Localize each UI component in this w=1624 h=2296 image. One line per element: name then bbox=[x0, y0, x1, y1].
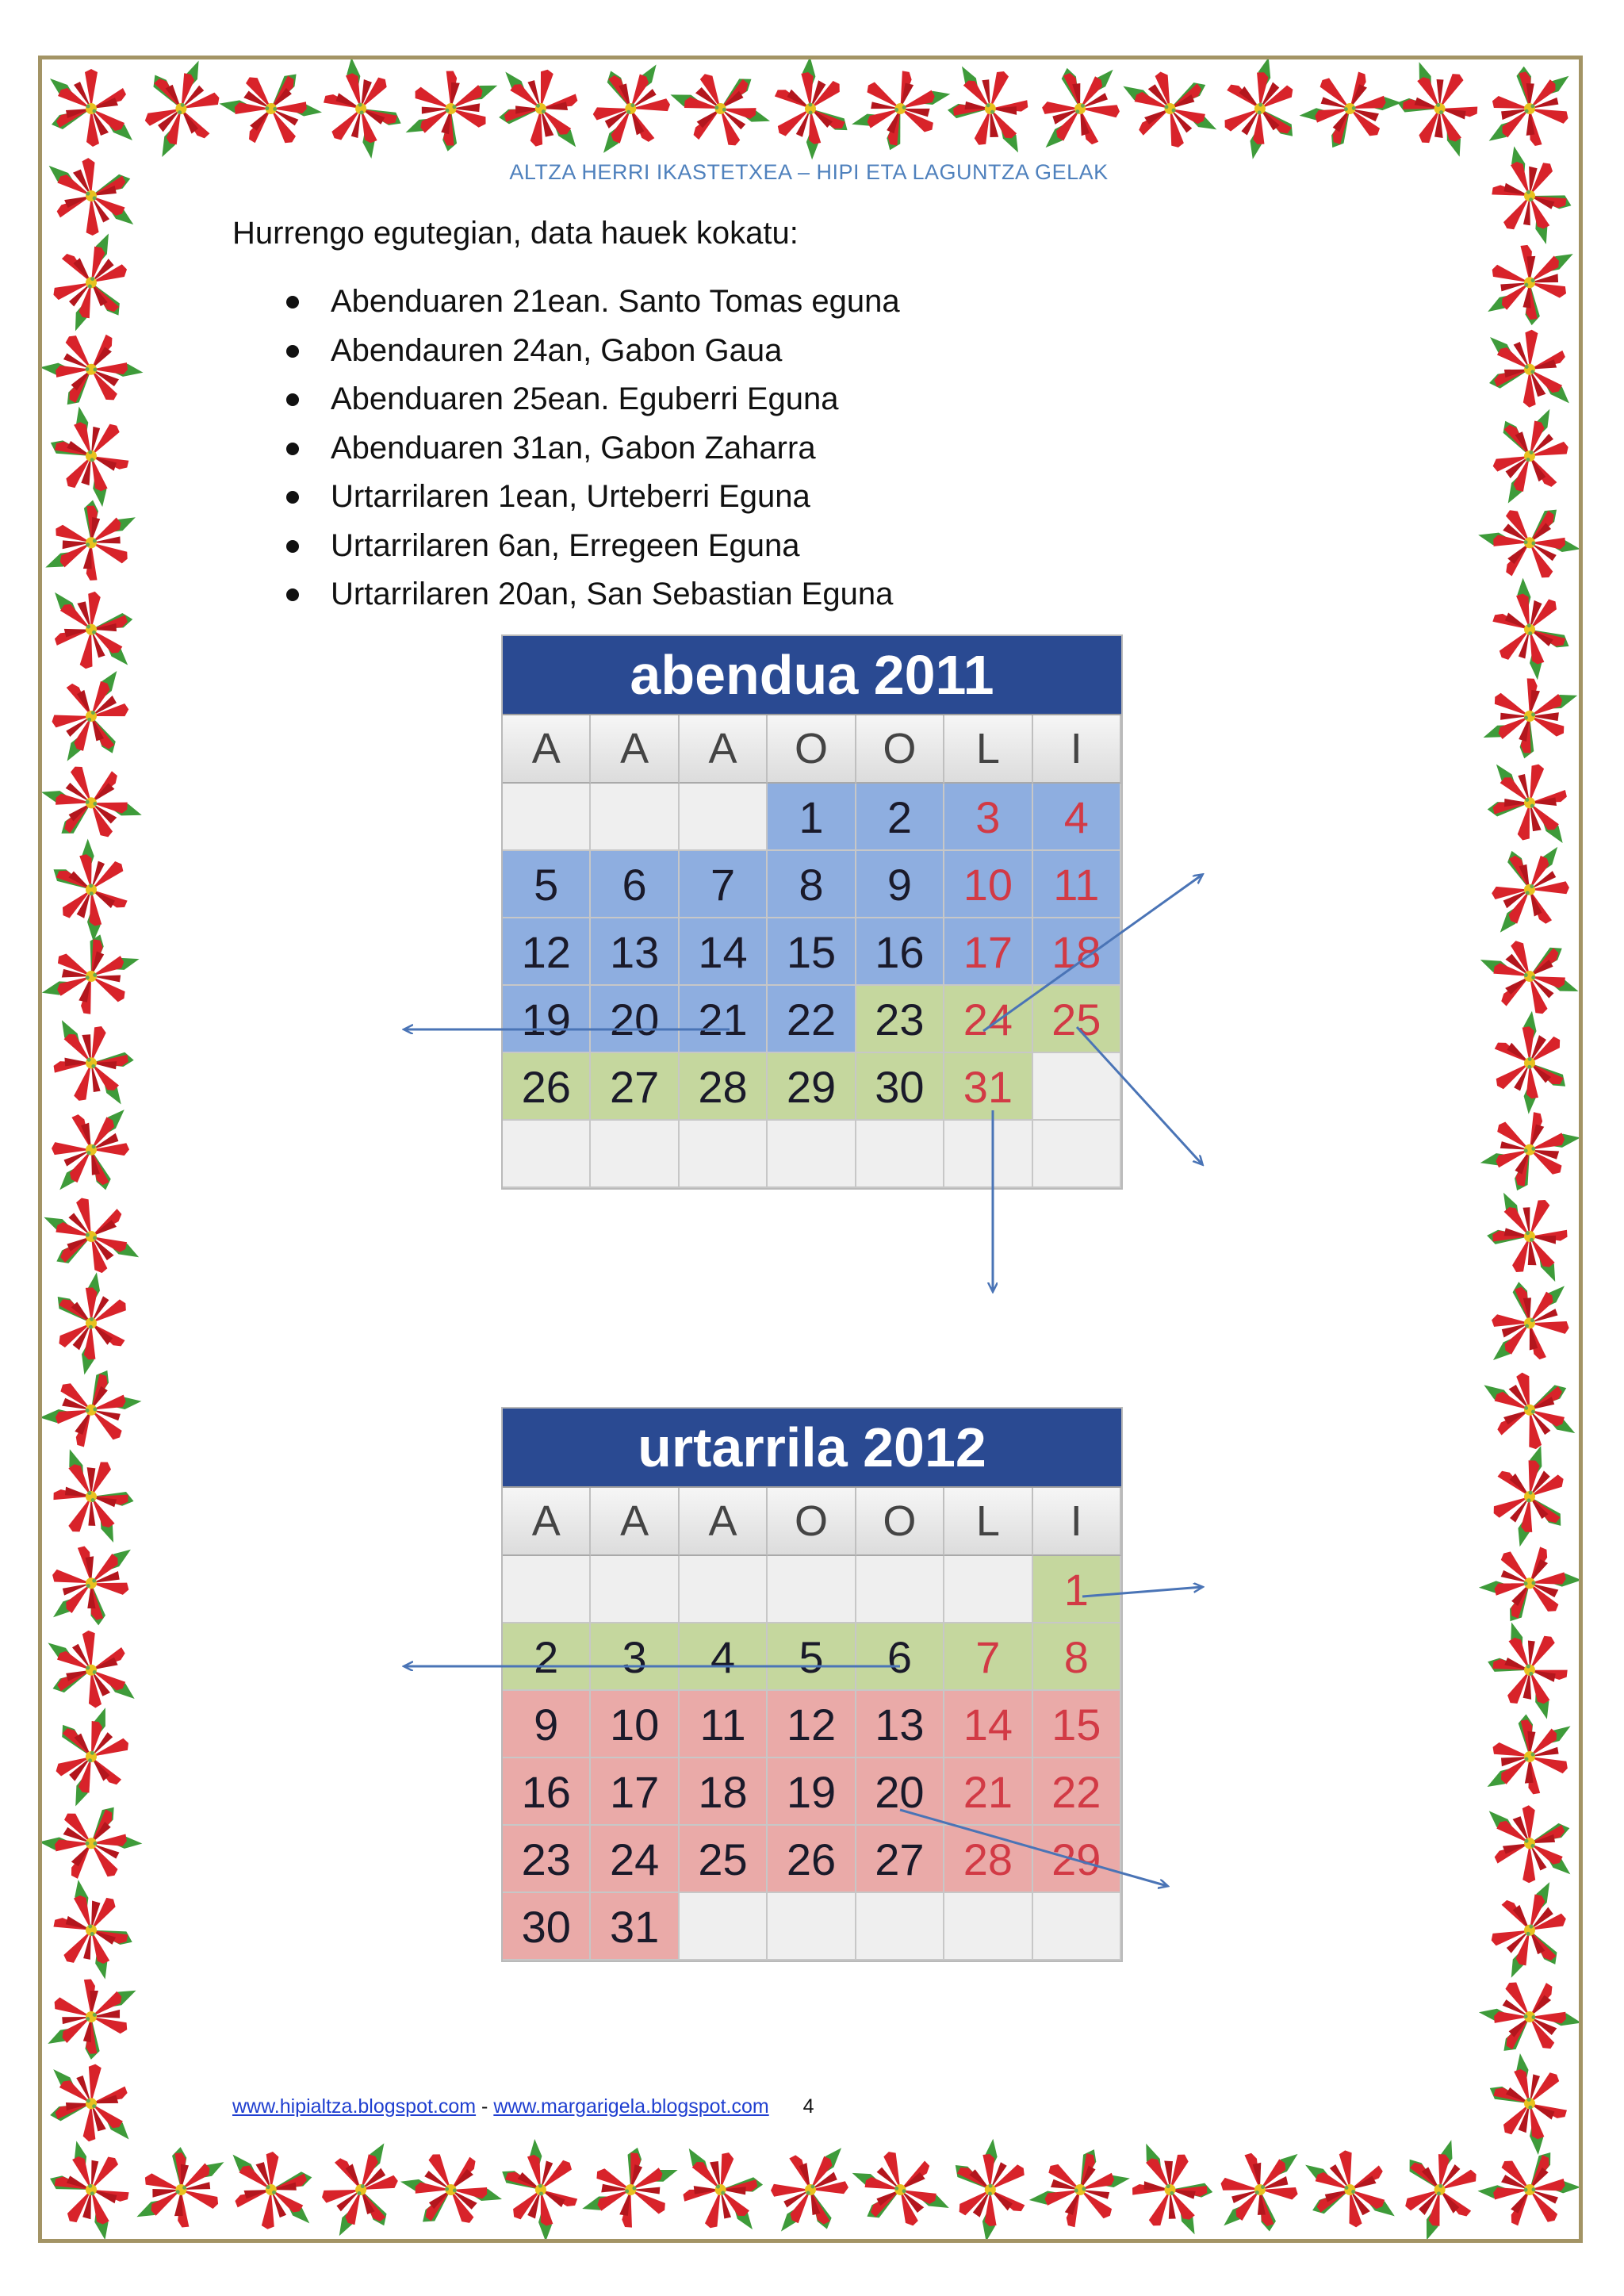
poinsettia-flower-icon bbox=[1473, 1093, 1579, 1205]
bullet-icon bbox=[286, 540, 299, 553]
empty-day-cell bbox=[503, 1121, 591, 1188]
day-cell: 28 bbox=[680, 1053, 768, 1121]
empty-day-cell bbox=[591, 1121, 679, 1188]
poinsettia-flower-icon bbox=[1474, 1614, 1579, 1724]
poinsettia-flower-icon bbox=[1479, 231, 1579, 334]
poinsettia-flower-icon bbox=[42, 1875, 147, 1987]
day-cell: 7 bbox=[944, 1623, 1032, 1691]
weekday-header: I bbox=[1033, 715, 1121, 784]
poinsettia-flower-icon bbox=[1475, 489, 1579, 597]
day-cell: 11 bbox=[680, 1691, 768, 1758]
weekday-header: O bbox=[856, 715, 944, 784]
day-cell: 5 bbox=[768, 1623, 856, 1691]
poinsettia-flower-icon bbox=[42, 489, 144, 596]
poinsettia-flower-icon bbox=[1473, 573, 1579, 687]
calendar-title: urtarrila 2012 bbox=[503, 1409, 1121, 1486]
day-cell: 21 bbox=[944, 1758, 1032, 1826]
weekday-header: A bbox=[503, 1488, 591, 1556]
weekday-header: O bbox=[856, 1488, 944, 1556]
poinsettia-flower-icon bbox=[1477, 1443, 1579, 1551]
day-cell: 15 bbox=[768, 918, 856, 986]
day-cell: 8 bbox=[768, 851, 856, 918]
page-footer bbox=[232, 2095, 814, 2118]
poinsettia-flower-icon bbox=[1489, 846, 1571, 933]
page-header: ALTZA HERRI IKASTETXEA – HIPI ETA LAGUNTZA GELAK bbox=[509, 160, 1109, 184]
poinsettia-flower-icon bbox=[1040, 65, 1123, 153]
bullet-icon bbox=[286, 588, 299, 601]
day-cell: 26 bbox=[503, 1053, 591, 1121]
day-cell: 30 bbox=[856, 1053, 944, 1121]
poinsettia-flower-icon bbox=[42, 1354, 148, 1467]
poinsettia-flower-icon bbox=[42, 232, 140, 334]
day-cell: 8 bbox=[1033, 1623, 1121, 1691]
poinsettia-flower-icon bbox=[1475, 661, 1579, 770]
poinsettia-flower-icon bbox=[42, 2133, 148, 2239]
empty-day-cell bbox=[503, 1556, 591, 1623]
empty-day-cell bbox=[768, 1121, 856, 1188]
poinsettia-flower-icon bbox=[227, 2148, 316, 2233]
poinsettia-flower-icon bbox=[485, 2133, 598, 2239]
empty-day-cell bbox=[856, 1893, 944, 1961]
intro-text: Hurrengo egutegian, data hauek kokatu: bbox=[232, 216, 799, 251]
poinsettia-flower-icon bbox=[588, 63, 674, 154]
day-cell: 18 bbox=[680, 1758, 768, 1826]
day-cell: 14 bbox=[680, 918, 768, 986]
empty-day-cell bbox=[944, 1893, 1032, 1961]
day-cell: 4 bbox=[680, 1623, 768, 1691]
day-cell: 6 bbox=[856, 1623, 944, 1691]
poinsettia-flower-icon bbox=[44, 1535, 136, 1631]
holiday-list bbox=[283, 278, 900, 619]
day-cell: 15 bbox=[1033, 1691, 1121, 1758]
empty-day-cell bbox=[680, 1556, 768, 1623]
weekday-header: L bbox=[944, 715, 1032, 784]
empty-day-cell bbox=[680, 1121, 768, 1188]
day-cell: 12 bbox=[768, 1691, 856, 1758]
poinsettia-flower-icon bbox=[1473, 2134, 1579, 2239]
poinsettia-flower-icon bbox=[1473, 1526, 1579, 1639]
poinsettia-flower-icon bbox=[42, 1188, 140, 1283]
day-cell: 7 bbox=[680, 851, 768, 918]
empty-day-cell bbox=[591, 1556, 679, 1623]
day-cell: 27 bbox=[856, 1826, 944, 1893]
poinsettia-flower-icon bbox=[50, 1107, 131, 1192]
weekday-header: O bbox=[768, 1488, 856, 1556]
weekday-header: A bbox=[680, 715, 768, 784]
poinsettia-flower-icon bbox=[493, 63, 588, 154]
weekday-header: I bbox=[1033, 1488, 1121, 1556]
day-cell: 19 bbox=[503, 986, 591, 1053]
day-cell: 24 bbox=[591, 1826, 679, 1893]
day-cell: 23 bbox=[503, 1826, 591, 1893]
day-cell: 10 bbox=[944, 851, 1032, 918]
empty-day-cell bbox=[1033, 1893, 1121, 1961]
calendar-grid bbox=[503, 1486, 1121, 1961]
poinsettia-flower-icon bbox=[42, 1964, 142, 2069]
empty-day-cell bbox=[591, 784, 679, 851]
day-cell: 18 bbox=[1033, 918, 1121, 986]
poinsettia-flower-icon bbox=[42, 1267, 146, 1378]
day-cell: 9 bbox=[503, 1691, 591, 1758]
poinsettia-flower-icon bbox=[42, 1788, 147, 1899]
poinsettia-flower-icon bbox=[1483, 1366, 1576, 1455]
list-item: Abendauren 24an, Gabon Gaua bbox=[283, 327, 900, 376]
day-cell: 28 bbox=[944, 1826, 1032, 1893]
bullet-icon bbox=[286, 443, 299, 455]
poinsettia-flower-icon bbox=[1481, 1706, 1579, 1807]
day-cell: 24 bbox=[944, 986, 1032, 1053]
empty-day-cell bbox=[856, 1121, 944, 1188]
bullet-icon bbox=[286, 491, 299, 504]
bullet-icon bbox=[286, 345, 299, 358]
day-cell: 10 bbox=[591, 1691, 679, 1758]
poinsettia-flower-icon bbox=[42, 833, 148, 946]
poinsettia-flower-icon bbox=[1487, 328, 1573, 409]
empty-day-cell bbox=[1033, 1121, 1121, 1188]
poinsettia-flower-icon bbox=[1388, 2137, 1492, 2239]
poinsettia-flower-icon bbox=[936, 2133, 1046, 2239]
poinsettia-flower-icon bbox=[42, 1014, 142, 1114]
day-cell: 29 bbox=[1033, 1826, 1121, 1893]
poinsettia-flower-icon bbox=[1488, 1804, 1572, 1884]
list-item: Urtarrilaren 6an, Erregeen Eguna bbox=[283, 522, 900, 571]
poinsettia-flower-icon bbox=[1116, 2138, 1224, 2239]
poinsettia-flower-icon bbox=[1481, 755, 1579, 849]
weekday-header: A bbox=[503, 715, 591, 784]
poinsettia-flower-icon bbox=[1473, 1007, 1579, 1119]
calendar-january-2012 bbox=[501, 1407, 1123, 1962]
list-item: Abenduaren 21ean. Santo Tomas eguna bbox=[283, 278, 900, 327]
calendar-title: abendua 2011 bbox=[503, 636, 1121, 714]
poinsettia-flower-icon bbox=[42, 1704, 143, 1808]
day-cell: 25 bbox=[680, 1826, 768, 1893]
poinsettia-flower-icon bbox=[1487, 1278, 1574, 1369]
footer-link-margarigela[interactable]: www.margarigela.blogspot.com bbox=[493, 2095, 769, 2118]
day-cell: 13 bbox=[591, 918, 679, 986]
poinsettia-flower-icon bbox=[1473, 141, 1579, 252]
weekday-header: A bbox=[680, 1488, 768, 1556]
day-cell: 17 bbox=[591, 1758, 679, 1826]
day-cell: 26 bbox=[768, 1826, 856, 1893]
poinsettia-flower-icon bbox=[42, 749, 144, 854]
poinsettia-flower-icon bbox=[42, 1443, 145, 1550]
poinsettia-flower-icon bbox=[48, 156, 133, 237]
poinsettia-flower-icon bbox=[42, 399, 148, 512]
day-cell: 16 bbox=[856, 918, 944, 986]
day-cell: 27 bbox=[591, 1053, 679, 1121]
day-cell: 20 bbox=[856, 1758, 944, 1826]
footer-separator: - bbox=[481, 2095, 488, 2118]
day-cell: 17 bbox=[944, 918, 1032, 986]
day-cell: 9 bbox=[856, 851, 944, 918]
poinsettia-flower-icon bbox=[1480, 1880, 1577, 1980]
poinsettia-flower-icon bbox=[45, 586, 138, 675]
list-item: Urtarrilaren 20an, San Sebastian Eguna bbox=[283, 570, 900, 619]
poinsettia-flower-icon bbox=[1474, 1961, 1579, 2071]
day-cell: 4 bbox=[1033, 784, 1121, 851]
day-cell: 29 bbox=[768, 1053, 856, 1121]
poinsettia-flower-icon bbox=[46, 2060, 136, 2145]
poinsettia-flower-icon bbox=[1304, 2145, 1396, 2233]
page-number: 4 bbox=[802, 2095, 814, 2118]
day-cell: 25 bbox=[1033, 986, 1121, 1053]
poinsettia-flower-icon bbox=[1473, 2046, 1579, 2160]
poinsettia-flower-icon bbox=[1214, 2143, 1304, 2237]
day-cell: 19 bbox=[768, 1758, 856, 1826]
day-cell: 16 bbox=[503, 1758, 591, 1826]
poinsettia-flower-icon bbox=[1477, 1184, 1579, 1288]
poinsettia-flower-icon bbox=[1025, 2133, 1137, 2239]
weekday-header: A bbox=[591, 1488, 679, 1556]
empty-day-cell bbox=[680, 1893, 768, 1961]
day-cell: 30 bbox=[503, 1893, 591, 1961]
day-cell: 6 bbox=[591, 851, 679, 918]
empty-day-cell bbox=[768, 1893, 856, 1961]
day-cell: 14 bbox=[944, 1691, 1032, 1758]
poinsettia-flower-icon bbox=[131, 2137, 233, 2239]
bullet-icon bbox=[286, 296, 299, 309]
day-cell: 22 bbox=[1033, 1758, 1121, 1826]
day-cell: 1 bbox=[1033, 1556, 1121, 1623]
poinsettia-flower-icon bbox=[1483, 59, 1578, 159]
poinsettia-flower-icon bbox=[770, 2148, 849, 2232]
day-cell: 22 bbox=[768, 986, 856, 1053]
calendar-grid bbox=[503, 714, 1121, 1188]
footer-link-hipialtza[interactable]: www.hipialtza.blogspot.com bbox=[232, 2095, 477, 2118]
day-cell: 1 bbox=[768, 784, 856, 851]
weekday-header: L bbox=[944, 1488, 1032, 1556]
poinsettia-flower-icon bbox=[396, 2136, 504, 2239]
day-cell: 21 bbox=[680, 986, 768, 1053]
poinsettia-flower-icon bbox=[46, 670, 135, 763]
poinsettia-flower-icon bbox=[1478, 927, 1579, 1028]
day-cell: 3 bbox=[944, 784, 1032, 851]
poinsettia-flower-icon bbox=[670, 2142, 770, 2239]
calendar-december-2011 bbox=[501, 634, 1123, 1190]
weekday-header: O bbox=[768, 715, 856, 784]
empty-day-cell bbox=[1033, 1053, 1121, 1121]
list-item: Abenduaren 25ean. Eguberri Eguna bbox=[283, 375, 900, 424]
poinsettia-flower-icon bbox=[314, 2142, 406, 2238]
day-cell: 12 bbox=[503, 918, 591, 986]
empty-day-cell bbox=[856, 1556, 944, 1623]
list-item: Abenduaren 31an, Gabon Zaharra bbox=[283, 424, 900, 473]
day-cell: 20 bbox=[591, 986, 679, 1053]
poinsettia-flower-icon bbox=[48, 1627, 136, 1711]
poinsettia-flower-icon bbox=[849, 2140, 951, 2238]
poinsettia-flower-icon bbox=[576, 2135, 686, 2239]
day-cell: 5 bbox=[503, 851, 591, 918]
day-cell: 3 bbox=[591, 1623, 679, 1691]
weekday-header: A bbox=[591, 715, 679, 784]
day-cell: 31 bbox=[591, 1893, 679, 1961]
empty-day-cell bbox=[503, 784, 591, 851]
empty-day-cell bbox=[768, 1556, 856, 1623]
day-cell: 2 bbox=[503, 1623, 591, 1691]
day-cell: 2 bbox=[856, 784, 944, 851]
empty-day-cell bbox=[944, 1556, 1032, 1623]
bullet-icon bbox=[286, 393, 299, 406]
poinsettia-flower-icon bbox=[1484, 407, 1578, 504]
day-cell: 31 bbox=[944, 1053, 1032, 1121]
poinsettia-flower-icon bbox=[50, 69, 132, 147]
empty-day-cell bbox=[944, 1121, 1032, 1188]
poinsettia-flower-icon bbox=[42, 313, 147, 424]
day-cell: 13 bbox=[856, 1691, 944, 1758]
day-cell: 11 bbox=[1033, 851, 1121, 918]
day-cell: 23 bbox=[856, 986, 944, 1053]
list-item: Urtarrilaren 1ean, Urteberri Eguna bbox=[283, 473, 900, 522]
empty-day-cell bbox=[680, 784, 768, 851]
